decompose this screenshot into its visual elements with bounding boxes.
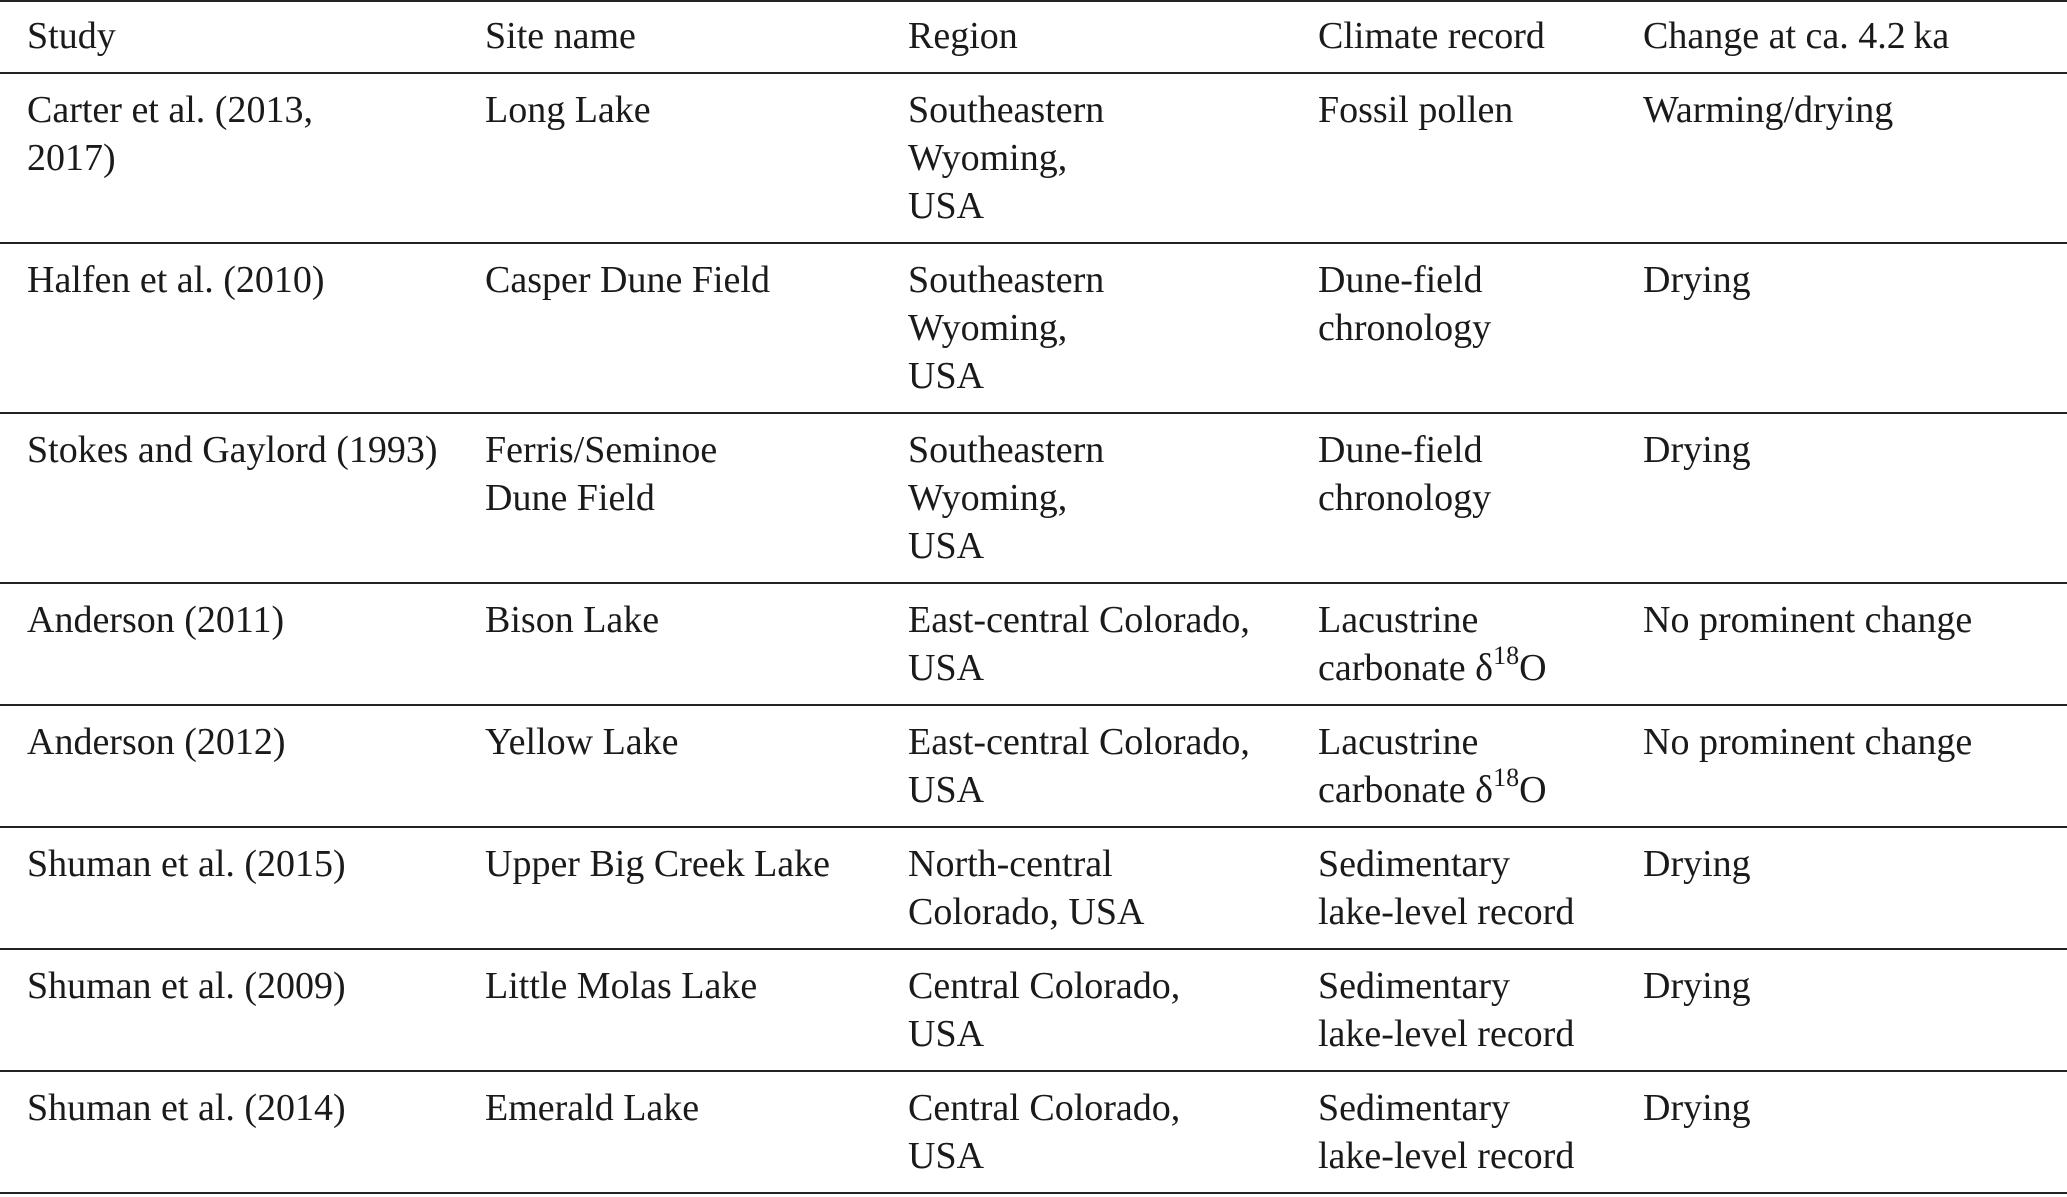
region-text: Southeastern — [908, 89, 1105, 131]
record-cell — [1318, 73, 1643, 243]
study-text: Stokes and Gaylord (1993) — [27, 429, 438, 471]
region-cell — [908, 705, 1318, 827]
column-header-study: Study — [0, 1, 485, 73]
record-text: chronology — [1318, 477, 1492, 519]
region-text: USA — [908, 355, 985, 397]
record-text: lake-level record — [1318, 1013, 1575, 1055]
isotope-superscript: 18 — [1493, 763, 1520, 792]
study-text: Carter et al. (2013, — [27, 89, 313, 131]
change-cell — [1643, 705, 2067, 827]
change-text: Warming/drying — [1643, 89, 1894, 131]
column-header-change: Change at ca. 4.2 ka — [1643, 1, 2067, 73]
study-text: Shuman et al. (2014) — [27, 1087, 346, 1129]
site-text: Upper Big Creek Lake — [485, 843, 831, 885]
region-cell — [908, 827, 1318, 949]
study-text: 2017) — [27, 137, 116, 179]
region-text: USA — [908, 647, 985, 689]
change-cell — [1643, 949, 2067, 1071]
record-text: Lacustrine — [1318, 721, 1479, 763]
study-text: Anderson (2011) — [27, 599, 285, 641]
change-cell — [1643, 1071, 2067, 1193]
record-text-prefix: carbonate δ — [1318, 647, 1494, 689]
record-text: Sedimentary — [1318, 1087, 1511, 1129]
study-cell — [0, 73, 485, 243]
table-row — [0, 73, 2067, 243]
study-text: Shuman et al. (2015) — [27, 843, 346, 885]
record-text: Fossil pollen — [1318, 89, 1514, 131]
header-row — [0, 1, 2067, 73]
isotope-element: O — [1519, 647, 1547, 689]
study-cell — [0, 1071, 485, 1193]
site-text: Little Molas Lake — [485, 965, 758, 1007]
column-header-region: Region — [908, 1, 1318, 73]
record-text-prefix: carbonate δ — [1318, 769, 1494, 811]
region-text: USA — [908, 769, 985, 811]
region-text: Wyoming, — [908, 137, 1068, 179]
site-cell — [485, 1071, 908, 1193]
site-cell — [485, 413, 908, 583]
record-cell — [1318, 583, 1643, 705]
region-cell — [908, 243, 1318, 413]
change-text: No prominent change — [1643, 599, 1973, 641]
record-text: lake-level record — [1318, 891, 1575, 933]
study-cell — [0, 583, 485, 705]
record-cell — [1318, 1071, 1643, 1193]
change-cell — [1643, 413, 2067, 583]
record-text: Sedimentary — [1318, 843, 1511, 885]
region-cell — [908, 583, 1318, 705]
change-cell — [1643, 243, 2067, 413]
record-text — [1318, 641, 1643, 692]
change-cell — [1643, 73, 2067, 243]
region-text: Central Colorado, — [908, 1087, 1181, 1129]
region-text: Wyoming, — [908, 477, 1068, 519]
site-text: Long Lake — [485, 89, 651, 131]
change-text: Drying — [1643, 965, 1751, 1007]
region-text: Wyoming, — [908, 307, 1068, 349]
table-row — [0, 243, 2067, 413]
change-cell — [1643, 827, 2067, 949]
record-text — [1318, 763, 1643, 814]
record-text: Sedimentary — [1318, 965, 1511, 1007]
region-text: USA — [908, 1135, 985, 1177]
change-text: Drying — [1643, 259, 1751, 301]
region-text: Southeastern — [908, 259, 1105, 301]
table-row — [0, 583, 2067, 705]
study-cell — [0, 243, 485, 413]
change-text: No prominent change — [1643, 721, 1973, 763]
record-text: lake-level record — [1318, 1135, 1575, 1177]
change-text: Drying — [1643, 843, 1751, 885]
record-cell — [1318, 705, 1643, 827]
study-cell — [0, 705, 485, 827]
record-text: chronology — [1318, 307, 1492, 349]
site-text: Dune Field — [485, 477, 655, 519]
site-cell — [485, 583, 908, 705]
isotope-element: O — [1519, 769, 1547, 811]
table-row — [0, 1071, 2067, 1193]
study-cell — [0, 827, 485, 949]
table-row — [0, 827, 2067, 949]
region-text: North-central — [908, 843, 1113, 885]
region-cell — [908, 413, 1318, 583]
change-text: Drying — [1643, 429, 1751, 471]
column-header-site-name: Site name — [485, 1, 908, 73]
site-cell — [485, 705, 908, 827]
region-text: Colorado, USA — [908, 891, 1145, 933]
site-text: Yellow Lake — [485, 721, 679, 763]
region-cell — [908, 1071, 1318, 1193]
region-text: East-central Colorado, — [908, 721, 1250, 763]
table-row — [0, 705, 2067, 827]
region-text: Central Colorado, — [908, 965, 1181, 1007]
region-text: Southeastern — [908, 429, 1105, 471]
record-cell — [1318, 413, 1643, 583]
region-text: USA — [908, 185, 985, 227]
region-text: USA — [908, 1013, 985, 1055]
site-text: Casper Dune Field — [485, 259, 770, 301]
study-text: Halfen et al. (2010) — [27, 259, 325, 301]
record-text: Lacustrine — [1318, 599, 1479, 641]
table-row — [0, 949, 2067, 1071]
site-text: Bison Lake — [485, 599, 660, 641]
site-cell — [485, 73, 908, 243]
record-text: Dune-field — [1318, 429, 1483, 471]
change-text: Drying — [1643, 1087, 1751, 1129]
table-row — [0, 413, 2067, 583]
change-cell — [1643, 583, 2067, 705]
site-cell — [485, 827, 908, 949]
region-cell — [908, 949, 1318, 1071]
isotope-superscript: 18 — [1493, 641, 1520, 670]
site-cell — [485, 949, 908, 1071]
record-cell — [1318, 827, 1643, 949]
record-cell — [1318, 243, 1643, 413]
study-text: Anderson (2012) — [27, 721, 286, 763]
site-text: Emerald Lake — [485, 1087, 700, 1129]
site-cell — [485, 243, 908, 413]
study-cell — [0, 413, 485, 583]
region-cell — [908, 73, 1318, 243]
column-header-climate-record: Climate record — [1318, 1, 1643, 73]
study-cell — [0, 949, 485, 1071]
region-text: USA — [908, 525, 985, 567]
site-text: Ferris/Seminoe — [485, 429, 718, 471]
region-text: East-central Colorado, — [908, 599, 1250, 641]
study-text: Shuman et al. (2009) — [27, 965, 346, 1007]
record-text: Dune-field — [1318, 259, 1483, 301]
record-cell — [1318, 949, 1643, 1071]
